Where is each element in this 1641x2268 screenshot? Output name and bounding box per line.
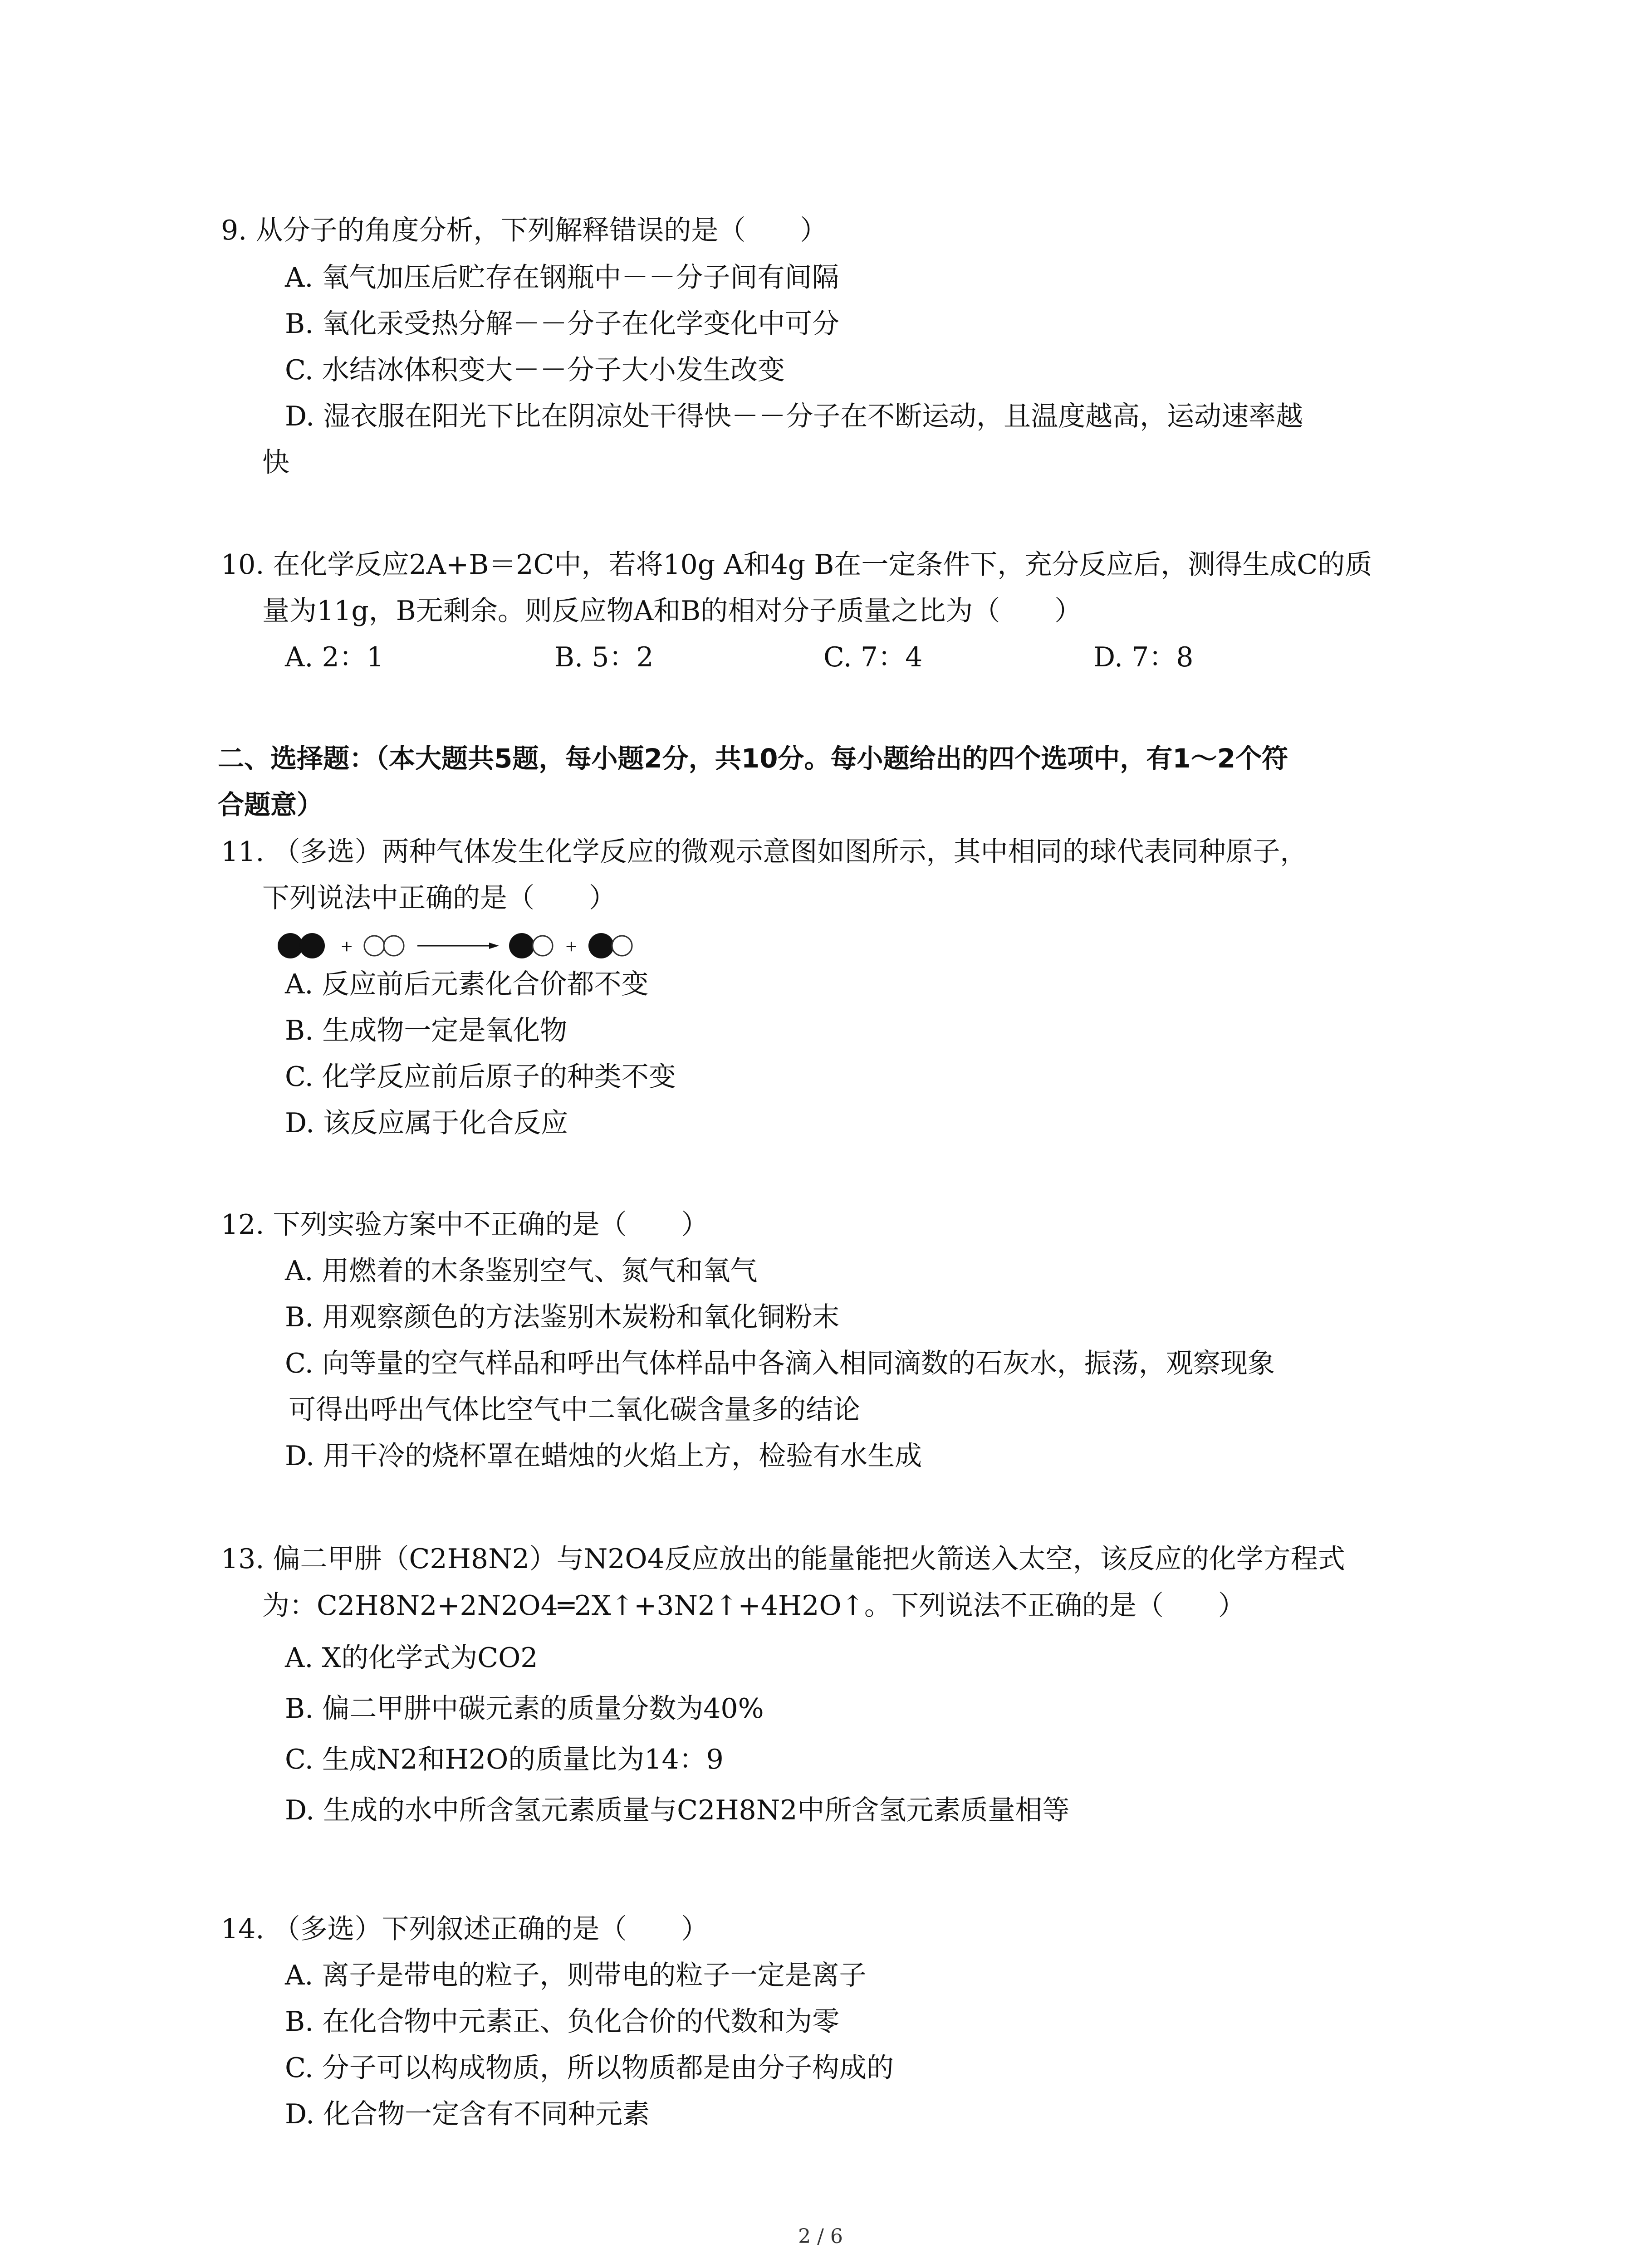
q11-stem-line2: 下列说法中正确的是（ ）: [262, 882, 616, 914]
reactant-molecule-black: [278, 933, 325, 958]
q12-option-c-line1: C. 向等量的空气样品和呼出气体样品中各滴入相同滴数的石灰水，振荡，观察现象: [285, 1348, 1275, 1379]
q12-option-d: D. 用干冷的烧杯罩在蜡烛的火焰上方，检验有水生成: [285, 1440, 922, 1472]
q10-option-d: D. 7：8: [1093, 641, 1194, 673]
page-number: 2 / 6: [798, 2225, 843, 2248]
q9-option-d-line1: D. 湿衣服在阳光下比在阴凉处干得快－－分子在不断运动，且温度越高，运动速率越: [285, 401, 1303, 432]
product-molecule-1: [509, 933, 553, 958]
reaction-arrow-icon: [417, 943, 499, 949]
section-heading-line1: 二、选择题：（本大题共5题，每小题2分，共10分。每小题给出的四个选项中，有1～2个符: [218, 743, 1288, 774]
reaction-diagram: [277, 928, 667, 964]
q11-stem-line1: 11. （多选）两种气体发生化学反应的微观示意图如图所示，其中相同的球代表同种原子，: [221, 836, 1308, 868]
q10-option-c: C. 7：4: [823, 641, 923, 673]
plus-sign-2: +: [565, 937, 578, 955]
plus-sign-1: +: [340, 937, 353, 955]
q13-option-a: A. X的化学式为CO2: [285, 1642, 538, 1674]
q10-option-a: A. 2：1: [285, 641, 384, 673]
q13-option-c: C. 生成N2和H2O的质量比为14：9: [285, 1744, 724, 1775]
q11-option-b: B. 生成物一定是氧化物: [285, 1015, 568, 1046]
q13-stem-line1: 13. 偏二甲肼（C2H8N2）与N2O4反应放出的能量能把火箭送入太空，该反应的化学方程式: [221, 1543, 1345, 1575]
q9-option-b: B. 氧化汞受热分解－－分子在化学变化中可分: [285, 308, 840, 340]
q10-stem-line1: 10. 在化学反应2A+B＝2C中，若将10g A和4g B在一定条件下，充分反应后，测得生成C的质: [221, 549, 1372, 581]
q14-option-b: B. 在化合物中元素正、负化合价的代数和为零: [285, 2006, 840, 2038]
section-heading-line2: 合题意）: [218, 789, 323, 820]
q13-option-d: D. 生成的水中所含氢元素质量与C2H8N2中所含氢元素质量相等: [285, 1794, 1070, 1826]
q11-option-d: D. 该反应属于化合反应: [285, 1107, 568, 1139]
q9-option-a: A. 氧气加压后贮存在钢瓶中－－分子间有间隔: [285, 262, 839, 293]
product-molecule-2: [588, 933, 632, 958]
q9-option-c: C. 水结冰体积变大－－分子大小发生改变: [285, 354, 785, 386]
q10-stem-line2: 量为11g，B无剩余。则反应物A和B的相对分子质量之比为（ ）: [262, 595, 1082, 627]
q12-option-a: A. 用燃着的木条鉴别空气、氮气和氧气: [285, 1255, 758, 1287]
q10-option-b: B. 5：2: [554, 641, 654, 673]
q9-stem: 9. 从分子的角度分析，下列解释错误的是（ ）: [221, 215, 828, 246]
q11-option-c: C. 化学反应前后原子的种类不变: [285, 1061, 676, 1093]
q12-option-c-line2: 可得出呼出气体比空气中二氧化碳含量多的结论: [289, 1394, 860, 1426]
q11-option-a: A. 反应前后元素化合价都不变: [285, 968, 649, 1000]
q13-stem-line2: 为：C2H8N2+2N2O4═2X↑+3N2↑+4H2O↑。下列说法不正确的是（ ）: [262, 1590, 1245, 1622]
q14-option-c: C. 分子可以构成物质，所以物质都是由分子构成的: [285, 2052, 894, 2084]
q14-option-d: D. 化合物一定含有不同种元素: [285, 2098, 650, 2130]
q12-option-b: B. 用观察颜色的方法鉴别木炭粉和氧化铜粉末: [285, 1301, 840, 1333]
reactant-molecule-white: [364, 936, 404, 956]
q12-stem: 12. 下列实验方案中不正确的是（ ）: [221, 1209, 709, 1241]
q13-option-b: B. 偏二甲肼中碳元素的质量分数为40%: [285, 1693, 764, 1725]
q14-stem: 14. （多选）下列叙述正确的是（ ）: [221, 1913, 709, 1945]
q14-option-a: A. 离子是带电的粒子，则带电的粒子一定是离子: [285, 1960, 867, 1991]
q9-option-d-line2: 快: [262, 447, 289, 479]
